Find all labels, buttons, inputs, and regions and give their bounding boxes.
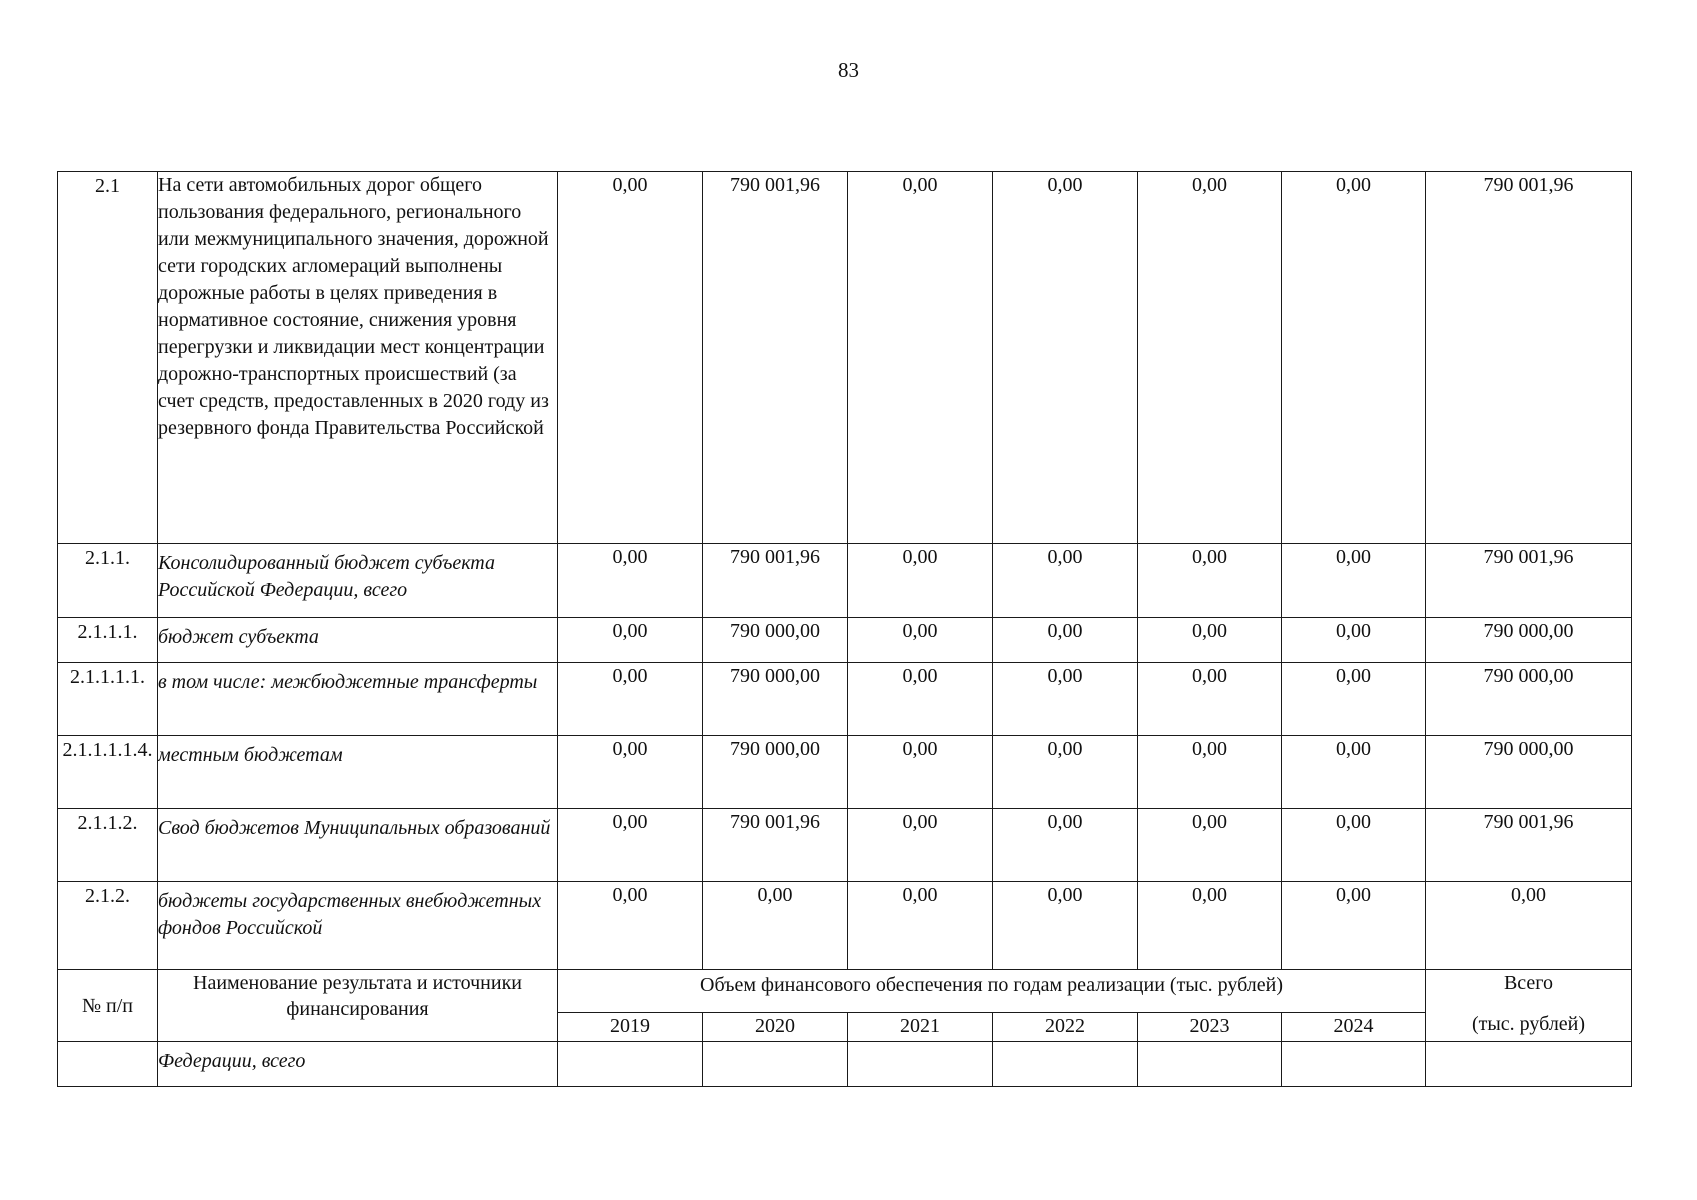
value-total: 790 000,00: [1426, 736, 1632, 809]
row-name: местным бюджетам: [158, 736, 558, 809]
value-2023: 0,00: [1138, 172, 1282, 544]
header-number-cell: [58, 970, 158, 1042]
value-2022: 0,00: [993, 809, 1138, 882]
value-total: 790 001,96: [1426, 544, 1632, 618]
value-2022: 0,00: [993, 544, 1138, 618]
value-2024: 0,00: [1282, 663, 1426, 736]
row-number: 2.1.1.2.: [58, 809, 158, 882]
value-2019: 0,00: [558, 663, 703, 736]
continuation-value: [558, 1042, 703, 1087]
table-row: [58, 736, 1632, 809]
value-2024: 0,00: [1282, 618, 1426, 663]
value-2019: 0,00: [558, 172, 703, 544]
header-year: 2021: [848, 1013, 993, 1042]
budget-table: [57, 171, 1632, 1087]
value-2020: 790 000,00: [703, 663, 848, 736]
row-number: 2.1.1.: [58, 544, 158, 618]
continuation-value: [993, 1042, 1138, 1087]
repeated-header-row: [58, 970, 1632, 1013]
value-2024: 0,00: [1282, 544, 1426, 618]
value-2022: 0,00: [993, 882, 1138, 970]
value-2023: 0,00: [1138, 736, 1282, 809]
table-row: [58, 809, 1632, 882]
page-number: 83: [838, 58, 859, 82]
value-2024: 0,00: [1282, 736, 1426, 809]
value-2021: 0,00: [848, 618, 993, 663]
header-total-cell: [1426, 970, 1632, 1042]
value-2022: 0,00: [993, 172, 1138, 544]
header-year: 2024: [1282, 1013, 1426, 1042]
continuation-value: [1426, 1042, 1632, 1087]
value-total: 0,00: [1426, 882, 1632, 970]
continuation-number: [58, 1042, 158, 1087]
continuation-name: Федерации, всего: [158, 1042, 558, 1087]
value-2021: 0,00: [848, 809, 993, 882]
value-total: 790 000,00: [1426, 618, 1632, 663]
value-total: 790 001,96: [1426, 809, 1632, 882]
value-2022: 0,00: [993, 663, 1138, 736]
value-2023: 0,00: [1138, 544, 1282, 618]
table-row: [58, 172, 1632, 544]
header-number: № п/п: [81, 994, 134, 1017]
value-2019: 0,00: [558, 736, 703, 809]
header-name: Наименование результата и источники финансирования: [158, 970, 558, 1042]
row-number: 2.1.1.1.1.4.: [58, 736, 158, 809]
value-2020: 790 001,96: [703, 544, 848, 618]
row-number: 2.1.1.1.: [58, 618, 158, 663]
row-name: в том числе: межбюджетные трансферты: [158, 663, 558, 736]
value-2024: 0,00: [1282, 882, 1426, 970]
value-2020: 0,00: [703, 882, 848, 970]
table-row: [58, 663, 1632, 736]
row-name: бюджет субъекта: [158, 618, 558, 663]
value-2022: 0,00: [993, 736, 1138, 809]
continuation-value: [1282, 1042, 1426, 1087]
value-2024: 0,00: [1282, 809, 1426, 882]
header-total: Всего: [1503, 972, 1554, 994]
value-total: 790 001,96: [1426, 172, 1632, 544]
table-row: [58, 618, 1632, 663]
value-2020: 790 000,00: [703, 736, 848, 809]
value-2023: 0,00: [1138, 618, 1282, 663]
value-2021: 0,00: [848, 172, 993, 544]
value-2023: 0,00: [1138, 882, 1282, 970]
header-volume: Объем финансового обеспечения по годам реализации (тыс. рублей): [558, 970, 1426, 1013]
row-number: 2.1: [58, 172, 158, 544]
continuation-value: [703, 1042, 848, 1087]
value-2019: 0,00: [558, 809, 703, 882]
value-2021: 0,00: [848, 544, 993, 618]
value-2022: 0,00: [993, 618, 1138, 663]
value-2020: 790 001,96: [703, 809, 848, 882]
row-name: На сети автомобильных дорог общего пользования федерального, регионального или межмуниципального значения, дорожной сети городских агломераций выполнены дорожные работы в целях приведения в нормативное состояние, снижения уровня перегрузки и ликвидации мест концентрации дорожно-транспортных происшествий (за счет средств, предоставленных в 2020 году из резервного фонда Правительства Российской: [158, 172, 558, 544]
header-year: 2019: [558, 1013, 703, 1042]
header-year: 2022: [993, 1013, 1138, 1042]
row-name: бюджеты государственных внебюджетных фондов Российской: [158, 882, 558, 970]
value-2021: 0,00: [848, 663, 993, 736]
table-row: [58, 544, 1632, 618]
row-number: 2.1.1.1.1.: [58, 663, 158, 736]
continuation-value: [1138, 1042, 1282, 1087]
value-2020: 790 000,00: [703, 618, 848, 663]
row-name: Свод бюджетов Муниципальных образований: [158, 809, 558, 882]
header-total-unit: (тыс. рублей): [1471, 1013, 1586, 1035]
table-row: [58, 882, 1632, 970]
continuation-value: [848, 1042, 993, 1087]
value-2024: 0,00: [1282, 172, 1426, 544]
value-2023: 0,00: [1138, 809, 1282, 882]
value-2019: 0,00: [558, 882, 703, 970]
row-number: 2.1.2.: [58, 882, 158, 970]
header-year: 2023: [1138, 1013, 1282, 1042]
header-year: 2020: [703, 1013, 848, 1042]
continuation-row: [58, 1042, 1632, 1087]
value-2019: 0,00: [558, 544, 703, 618]
value-2021: 0,00: [848, 736, 993, 809]
row-name: Консолидированный бюджет субъекта Российской Федерации, всего: [158, 544, 558, 618]
value-2019: 0,00: [558, 618, 703, 663]
value-2023: 0,00: [1138, 663, 1282, 736]
value-2021: 0,00: [848, 882, 993, 970]
value-2020: 790 001,96: [703, 172, 848, 544]
value-total: 790 000,00: [1426, 663, 1632, 736]
